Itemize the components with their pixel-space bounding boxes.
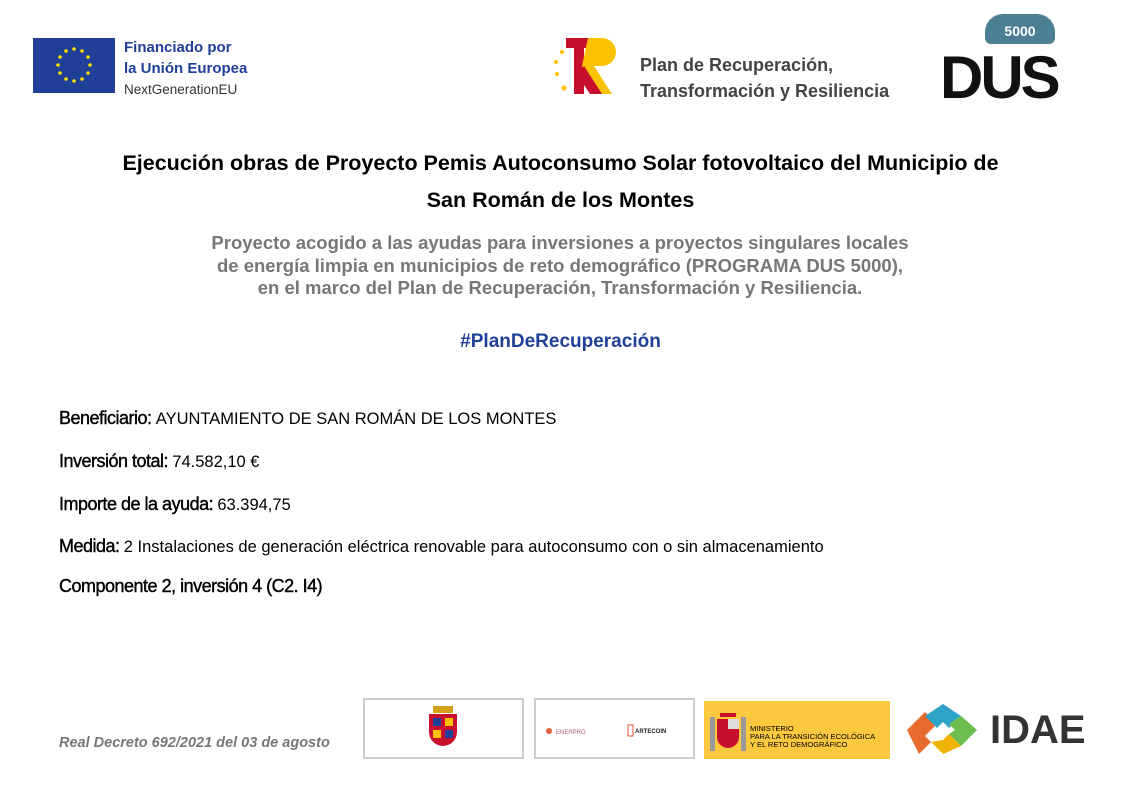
detail-componente xyxy=(59,576,322,597)
municipal-coat-of-arms-box xyxy=(363,698,524,759)
title-line1: Ejecución obras de Proyecto Pemis Autoconsumo Solar fotovoltaico del Municipio de xyxy=(122,151,999,175)
subtitle xyxy=(60,232,1060,300)
title-line2: San Román de los Montes xyxy=(426,188,695,212)
svg-text:ARTECOIN: ARTECOIN xyxy=(635,729,667,735)
prtr-logo xyxy=(548,36,628,101)
subtitle-line2: de energía limpia en municipios de reto demográfico (PROGRAMA DUS 5000), xyxy=(216,254,903,276)
ministerio-line2: PARA LA TRANSICIÓN ECOLÓGICA xyxy=(750,732,876,741)
page-title xyxy=(40,145,1081,219)
detail-label: Beneficiario: xyxy=(59,408,152,428)
detail-medida xyxy=(59,536,824,557)
partner-logos-box xyxy=(534,698,695,759)
hashtag: #PlanDeRecuperación xyxy=(460,331,661,352)
ministerio-line3: Y EL RETO DEMOGRÁFICO xyxy=(750,740,848,749)
idae-logo-text: IDAE xyxy=(990,708,1086,752)
detail-value: AYUNTAMIENTO DE SAN ROMÁN DE LOS MONTES xyxy=(155,410,557,428)
plan-line2: Transformación y Resiliencia xyxy=(640,81,890,101)
ministerio-line1: MINISTERIO xyxy=(750,724,794,733)
idae-logo-mark xyxy=(903,701,987,764)
eu-line3: NextGenerationEU xyxy=(124,82,238,97)
subtitle-line3: en el marco del Plan de Recuperación, Transformación y Resiliencia. xyxy=(257,277,863,298)
spain-coat-of-arms-icon xyxy=(708,707,748,755)
detail-label: Inversión total: xyxy=(59,451,169,471)
subtitle-line1: Proyecto acogido a las ayudas para inversiones a proyectos singulares locales xyxy=(211,232,909,253)
eu-flag-logo xyxy=(33,38,115,93)
detail-value: 63.394,75 xyxy=(217,496,291,514)
coat-of-arms-icon xyxy=(427,706,459,750)
detail-value: 2 Instalaciones de generación eléctrica renovable para autoconsumo con o sin almacenamiento xyxy=(123,538,824,556)
ministerio-logo xyxy=(704,701,890,759)
detail-label: Importe de la ayuda: xyxy=(59,494,214,514)
partner-logos xyxy=(544,724,684,738)
detail-value: 74.582,10 € xyxy=(172,453,260,471)
dus-logo-text: DUS xyxy=(940,44,1058,111)
detail-label: Componente 2, inversión 4 (C2. I4) xyxy=(59,576,323,596)
decree-text: Real Decreto 692/2021 del 03 de agosto xyxy=(59,735,330,751)
dus-5000-badge: 5000 xyxy=(985,14,1055,44)
eu-funding-text xyxy=(124,37,247,100)
detail-label: Medida: xyxy=(59,536,120,556)
detail-beneficiario xyxy=(59,408,556,429)
detail-inversion xyxy=(59,451,259,472)
eu-line2: la Unión Europea xyxy=(124,60,248,77)
plan-recuperacion-text xyxy=(640,52,930,104)
svg-text:ENERPRO: ENERPRO xyxy=(556,730,586,736)
plan-line1: Plan de Recuperación, xyxy=(640,55,834,75)
detail-importe xyxy=(59,494,291,515)
eu-line1: Financiado por xyxy=(124,39,232,56)
